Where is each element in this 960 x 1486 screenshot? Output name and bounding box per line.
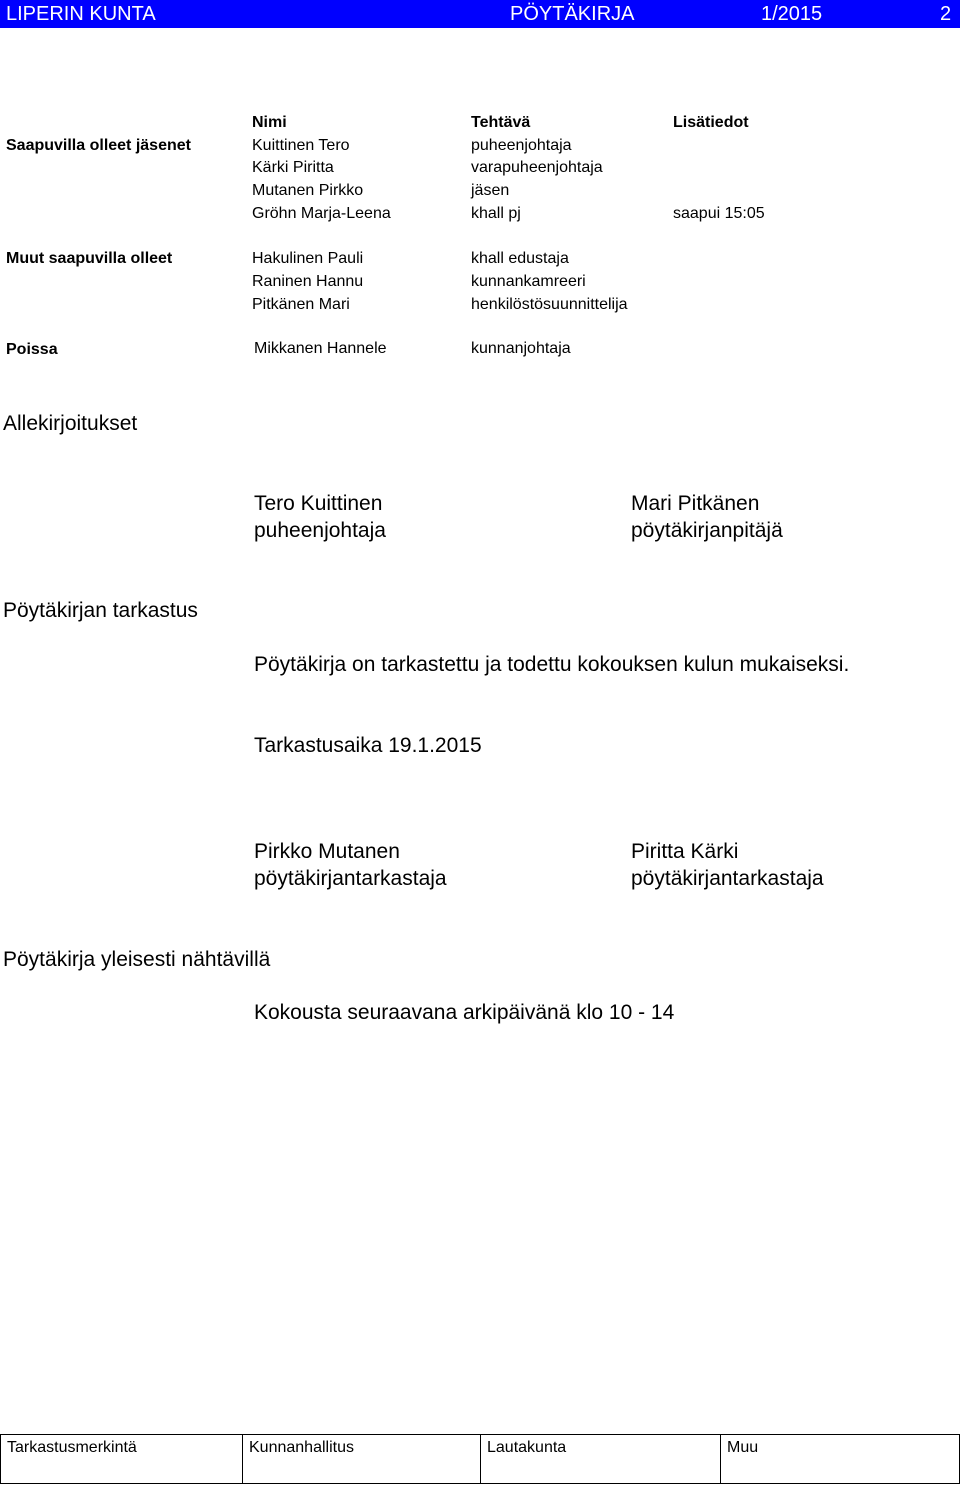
reviewer-name-right: Piritta Kärki: [631, 840, 739, 863]
signatures-title: Allekirjoitukset: [3, 412, 138, 435]
column-header-role: Tehtävä: [471, 114, 531, 131]
reviewer-role-left: pöytäkirjantarkastaja: [254, 867, 447, 890]
attendee-name: Mikkanen Hannele: [254, 340, 387, 357]
attendee-name: Mutanen Pirkko: [252, 182, 364, 199]
attendee-role: kunnanjohtaja: [471, 340, 571, 357]
attendee-role: khall pj: [471, 205, 521, 222]
column-header-info: Lisätiedot: [673, 114, 749, 131]
reviewer-role-right: pöytäkirjantarkastaja: [631, 867, 824, 890]
attendee-role: henkilöstösuunnittelija: [471, 296, 628, 313]
review-statement: Pöytäkirja on tarkastettu ja todettu kokouksen kulun mukaiseksi.: [254, 653, 850, 676]
footer-cell-other: Muu: [727, 1439, 759, 1456]
footer-cell-board: Kunnanhallitus: [243, 1435, 481, 1483]
signer-name-left: Tero Kuittinen: [254, 492, 383, 515]
attendee-name: Gröhn Marja-Leena: [252, 205, 391, 222]
footer-cell-review-mark: Tarkastusmerkintä: [1, 1435, 243, 1483]
footer-cell-committee: Lautakunta: [481, 1435, 721, 1483]
attendee-name: Kuittinen Tero: [252, 137, 350, 154]
attendee-role: khall edustaja: [471, 250, 569, 267]
attendee-name: Raninen Hannu: [252, 273, 364, 290]
document-number: 1/2015: [761, 3, 823, 25]
attendee-role: jäsen: [471, 182, 510, 199]
attendee-name: Kärki Piritta: [252, 159, 334, 176]
footer-table: [0, 1434, 960, 1484]
attendee-info: saapui 15:05: [673, 205, 765, 222]
public-title: Pöytäkirja yleisesti nähtävillä: [3, 948, 271, 971]
signer-role-right: pöytäkirjanpitäjä: [631, 519, 783, 542]
page-number: 2: [940, 3, 952, 25]
municipality-name: LIPERIN KUNTA: [6, 3, 156, 25]
attendee-role: varapuheenjohtaja: [471, 159, 603, 176]
review-time: Tarkastusaika 19.1.2015: [254, 734, 482, 757]
review-title: Pöytäkirjan tarkastus: [3, 599, 198, 622]
public-text: Kokousta seuraavana arkipäivänä klo 10 - 14: [254, 1001, 675, 1024]
attendee-role: puheenjohtaja: [471, 137, 572, 154]
group-label-absent: Poissa: [6, 341, 58, 358]
document-type: PÖYTÄKIRJA: [510, 3, 635, 25]
attendee-name: Pitkänen Mari: [252, 296, 350, 313]
group-label-members: Saapuvilla olleet jäsenet: [6, 137, 191, 154]
attendee-role: kunnankamreeri: [471, 273, 586, 290]
reviewer-name-left: Pirkko Mutanen: [254, 840, 400, 863]
attendee-name: Hakulinen Pauli: [252, 250, 364, 267]
column-header-name: Nimi: [252, 114, 287, 131]
group-label-others: Muut saapuvilla olleet: [6, 250, 173, 267]
signer-name-right: Mari Pitkänen: [631, 492, 760, 515]
signer-role-left: puheenjohtaja: [254, 519, 386, 542]
